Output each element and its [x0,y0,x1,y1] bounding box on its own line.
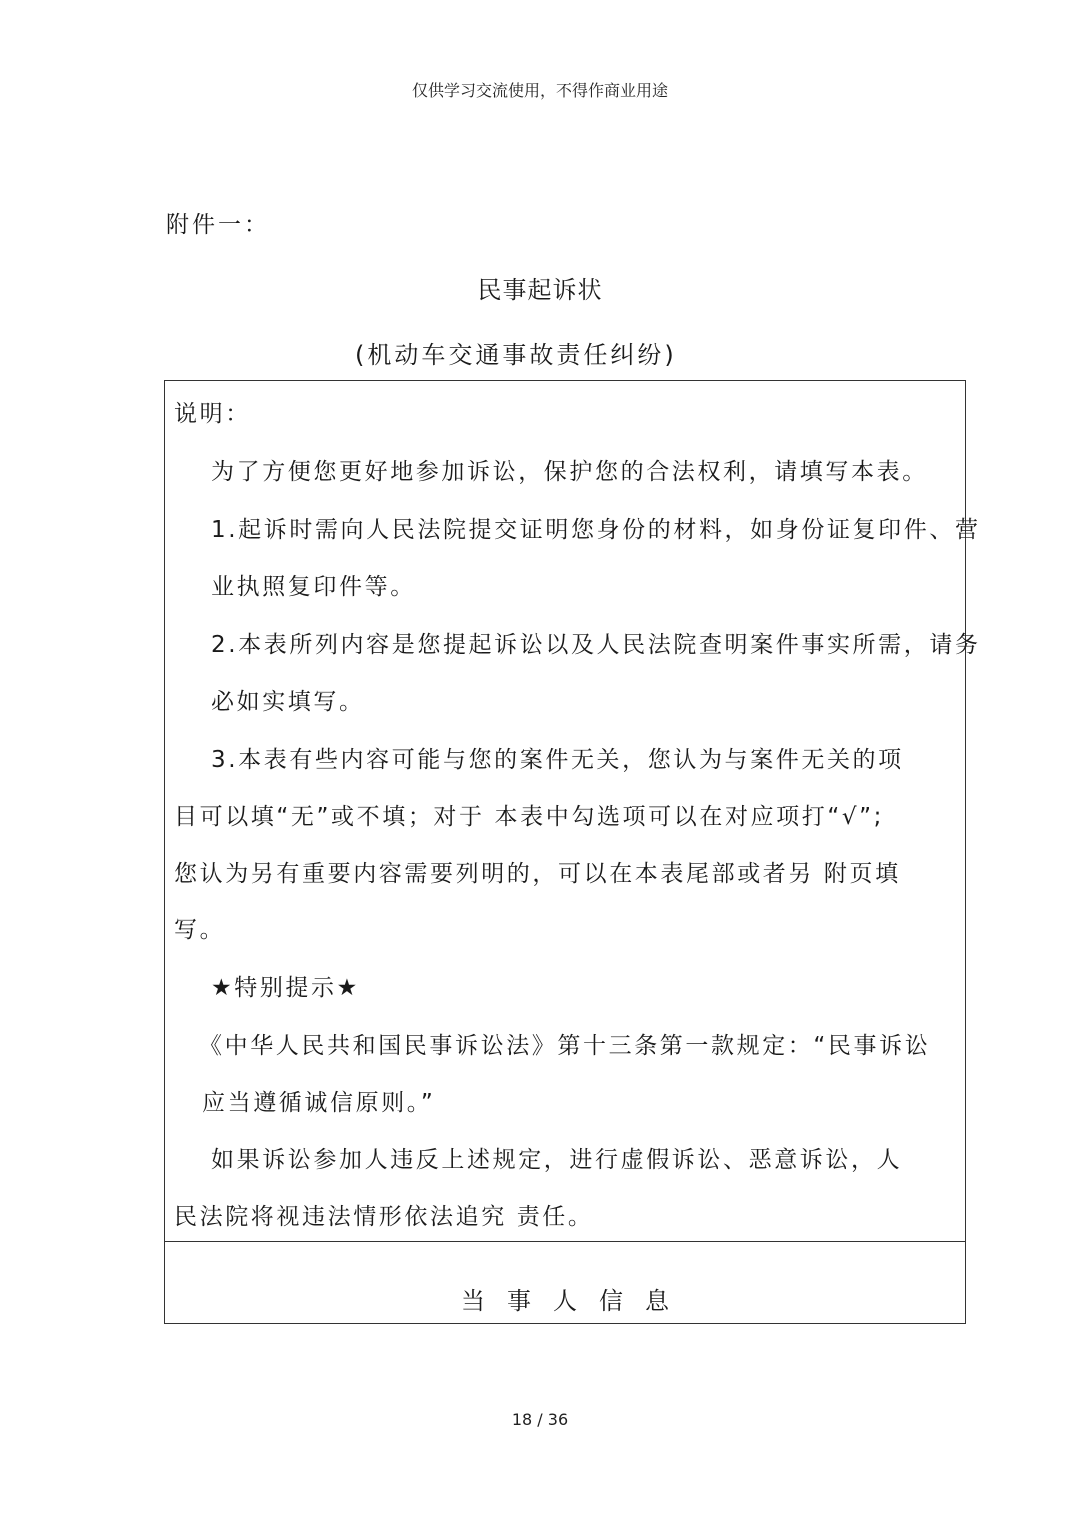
law-quote-line-2: 应当遵循诚信原则。” [202,1090,436,1116]
watermark-header: 仅供学习交流使用，不得作商业用途 [411,81,668,100]
instruction-item-3-line-2: 目可以填“无”或不填；对于 本表中勾选项可以在对应项打“√”; [174,804,884,830]
instruction-item-1-line-2: 业执照复印件等。 [211,574,416,600]
document-subtitle: (机动车交通事故责任纠纷) [355,341,677,369]
instruction-item-3-line-3: 您认为另有重要内容需要列明的，可以在本表尾部或者另 附页填 [174,861,901,887]
instruction-item-3-line-1: 3.本表有些内容可能与您的案件无关，您认为与案件无关的项 [211,747,904,773]
instruction-item-3-line-4: 写。 [174,917,226,943]
instruction-item-1-line-1: 1.起诉时需向人民法院提交证明您身份的材料，如身份证复印件、营 [211,517,981,543]
instructions-intro: 为了方便您更好地参加诉讼，保护您的合法权利，请填写本表。 [211,459,928,485]
warning-line-1: 如果诉讼参加人违反上述规定，进行虚假诉讼、恶意诉讼，人 [211,1147,903,1173]
page-number: 18 / 36 [511,1410,569,1429]
law-quote-line-1: 《中华人民共和国民事诉讼法》第十三条第一款规定：“民事诉讼 [199,1033,931,1059]
instruction-item-2-line-1: 2.本表所列内容是您提起诉讼以及人民法院查明案件事实所需，请务 [211,632,981,658]
instruction-item-2-line-2: 必如实填写。 [211,689,365,715]
special-notice-title: ★特别提示★ [211,975,360,1001]
document-title: 民事起诉状 [477,276,603,304]
form-table [164,380,981,1324]
table-divider [165,1241,965,1242]
attachment-label: 附件一： [166,212,270,238]
instructions-heading: 说明： [174,401,251,427]
warning-line-2: 民法院将视违法情形依法追究 责任。 [174,1204,594,1230]
party-info-header: 当事人信息 [461,1287,691,1315]
